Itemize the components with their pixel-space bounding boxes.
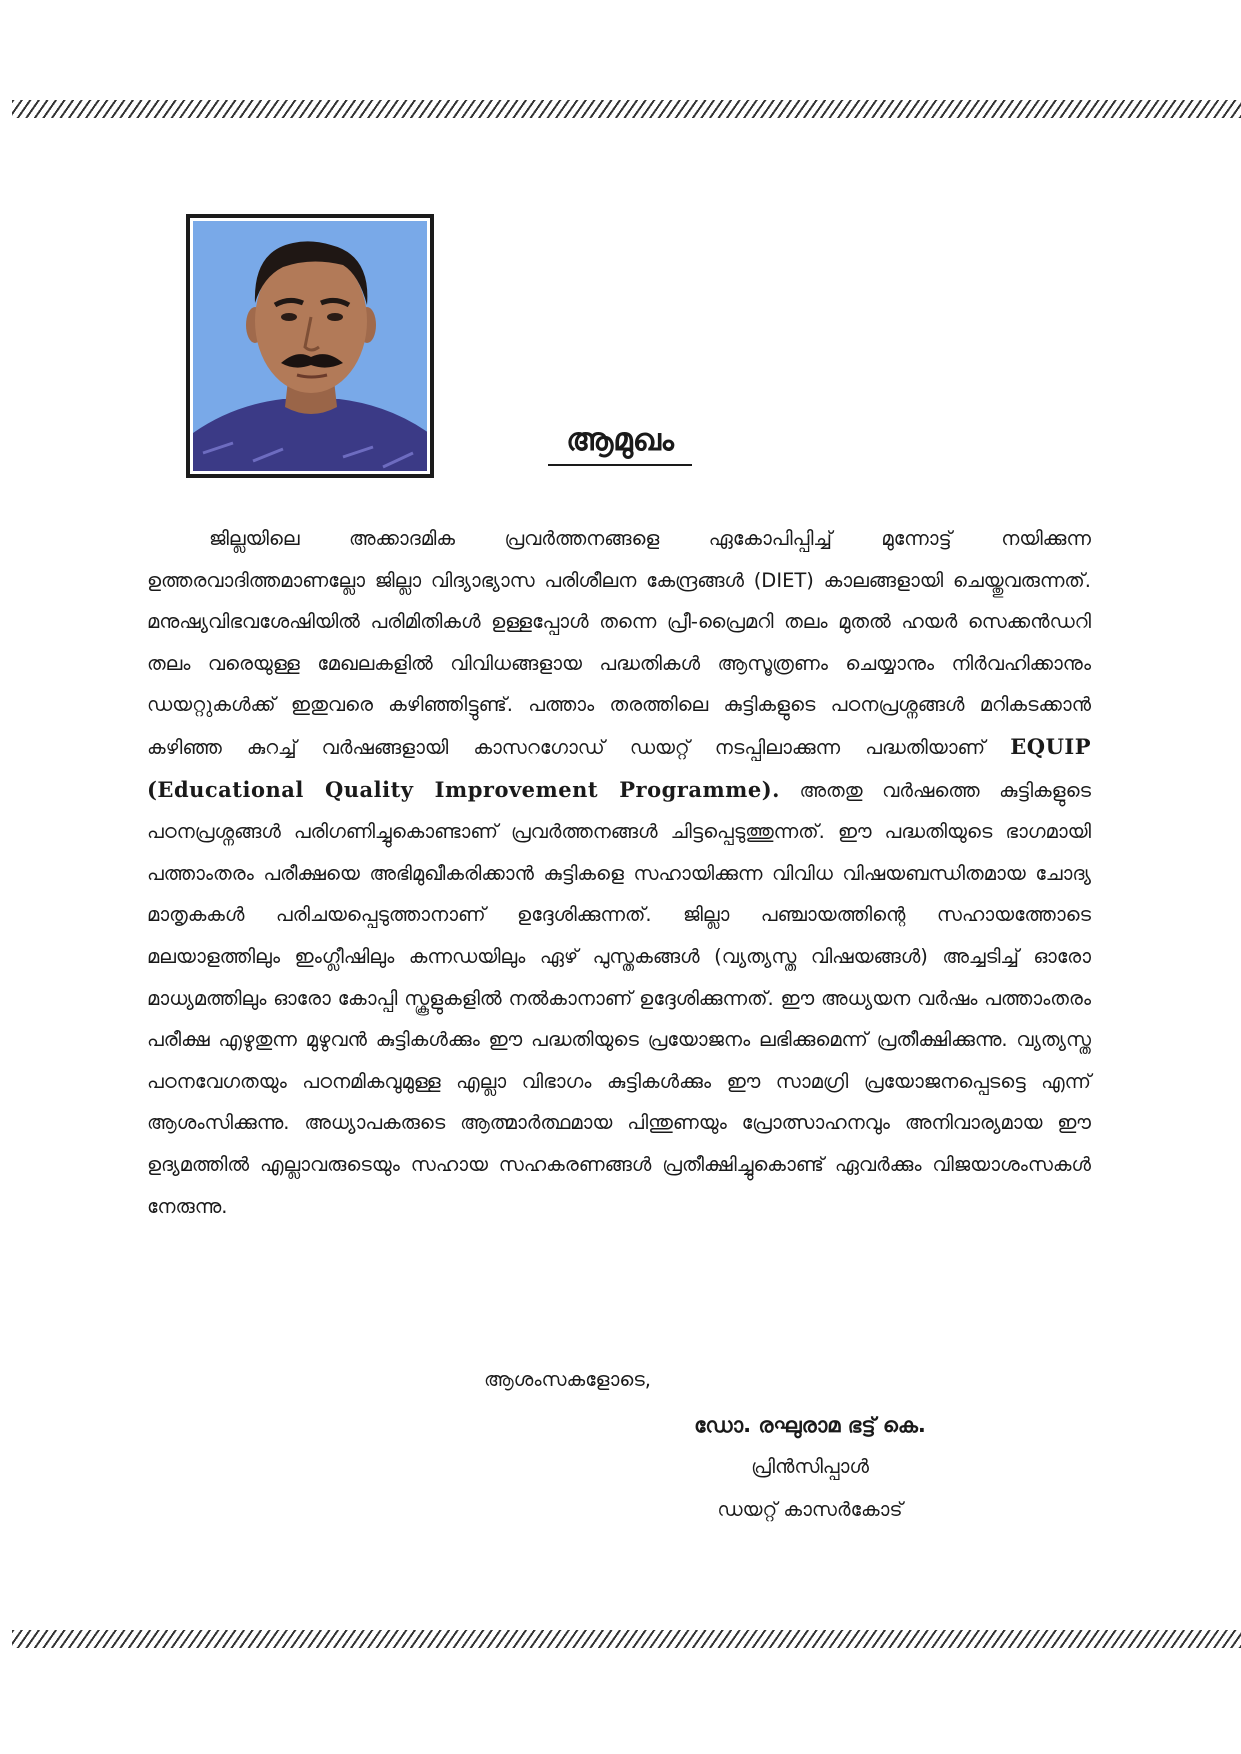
- bottom-hatched-border: [12, 1630, 1241, 1648]
- signatory-role: പ്രിൻസിപ്പാൾ: [751, 1455, 869, 1478]
- foreword-paragraph: [147, 518, 1091, 1227]
- signatory-organization: ഡയറ്റ് കാസർകോട്: [717, 1498, 903, 1521]
- closing-greeting: ആശംസകളോടെ,: [484, 1368, 651, 1391]
- signatory-name: ഡോ. രഘുരാമ ഭട്ട് കെ.: [694, 1413, 926, 1437]
- principal-photo: [186, 214, 434, 478]
- portrait-image: [193, 221, 427, 471]
- page-title: ആമുഖം: [548, 418, 692, 466]
- portrait-illustration: [193, 221, 427, 471]
- paragraph-text-part1: ജില്ലയിലെ അക്കാദമിക പ്രവർത്തനങ്ങളെ ഏകോപിപ്പിച്ച് മുന്നോട്ട് നയിക്കുന്ന ഉത്തരവാദിത്തമാണല്ലോ ജില്ലാ വിദ്യാഭ്യാസ പരിശീലന കേന്ദ്രങ്ങൾ (DIET) കാലങ്ങളായി ചെയ്തുവരുന്നത്. മനുഷ്യവിഭവശേഷിയിൽ പരിമിതികൾ ഉള്ളപ്പോൾ തന്നെ പ്രീ-പ്രൈമറി തലം മുതൽ ഹയർ സെക്കൻഡറി തലം വരെയുള്ള മേഖലകളിൽ വിവിധങ്ങളായ പദ്ധതികൾ ആസൂത്രണം ചെയ്യാനും നിർവഹിക്കാനും ഡയറ്റുകൾക്ക് ഇതുവരെ കഴിഞ്ഞിട്ടുണ്ട്. പത്താം തരത്തിലെ കുട്ടികളുടെ പഠനപ്രശ്നങ്ങൾ മറികടക്കാൻ കഴിഞ്ഞ കുറച്ച് വർഷങ്ങളായി കാസറഗോഡ് ഡയറ്റ് നടപ്പിലാക്കുന്ന പദ്ധതിയാണ്: [147, 527, 1091, 759]
- top-hatched-border: [12, 100, 1241, 118]
- paragraph-text-part2: അതതു വർഷത്തെ കുട്ടികളുടെ പഠനപ്രശ്നങ്ങൾ പരിഗണിച്ചുകൊണ്ടാണ് പ്രവർത്തനങ്ങൾ ചിട്ടപ്പെടുത്തുന്നത്. ഈ പദ്ധതിയുടെ ഭാഗമായി പത്താംതരം പരീക്ഷയെ അഭിമുഖീകരിക്കാൻ കുട്ടികളെ സഹായിക്കുന്ന വിവിധ വിഷയബന്ധിതമായ ചോദ്യ മാതൃകകൾ പരിചയപ്പെടുത്താനാണ് ഉദ്ദേശിക്കുന്നത്. ജില്ലാ പഞ്ചായത്തിന്റെ സഹായത്തോടെ മലയാളത്തിലും ഇംഗ്ലീഷിലും കന്നഡയിലും ഏഴ് പുസ്തകങ്ങൾ (വ്യത്യസ്ത വിഷയങ്ങൾ) അച്ചടിച്ച് ഓരോ മാധ്യമത്തിലും ഓരോ കോപ്പി സ്കൂളുകളിൽ നൽകാനാണ് ഉദ്ദേശിക്കുന്നത്. ഈ അധ്യയന വർഷം പത്താംതരം പരീക്ഷ എഴുതുന്ന മുഴുവൻ കുട്ടികൾക്കും ഈ പദ്ധതിയുടെ പ്രയോജനം ലഭിക്കുമെന്ന് പ്രതീക്ഷിക്കുന്നു. വ്യത്യസ്ത പഠനവേഗതയും പഠനമികവുമുള്ള എല്ലാ വിഭാഗം കുട്ടികൾക്കും ഈ സാമഗ്രി പ്രയോജനപ്പെടട്ടെ എന്ന് ആശംസിക്കുന്നു. അധ്യാപകരുടെ ആത്മാർത്ഥമായ പിന്തുണയും പ്രോത്സാഹനവും അനിവാര്യമായ ഈ ഉദ്യമത്തിൽ എല്ലാവരുടെയും സഹായ സഹകരണങ്ങൾ പ്രതീക്ഷിച്ചുകൊണ്ട് ഏവർക്കും വിജയാശംസകൾ നേരുന്നു.: [147, 778, 1091, 1218]
- programme-name: EQUIP (Educational Quality Improvement Programme).: [147, 733, 1091, 802]
